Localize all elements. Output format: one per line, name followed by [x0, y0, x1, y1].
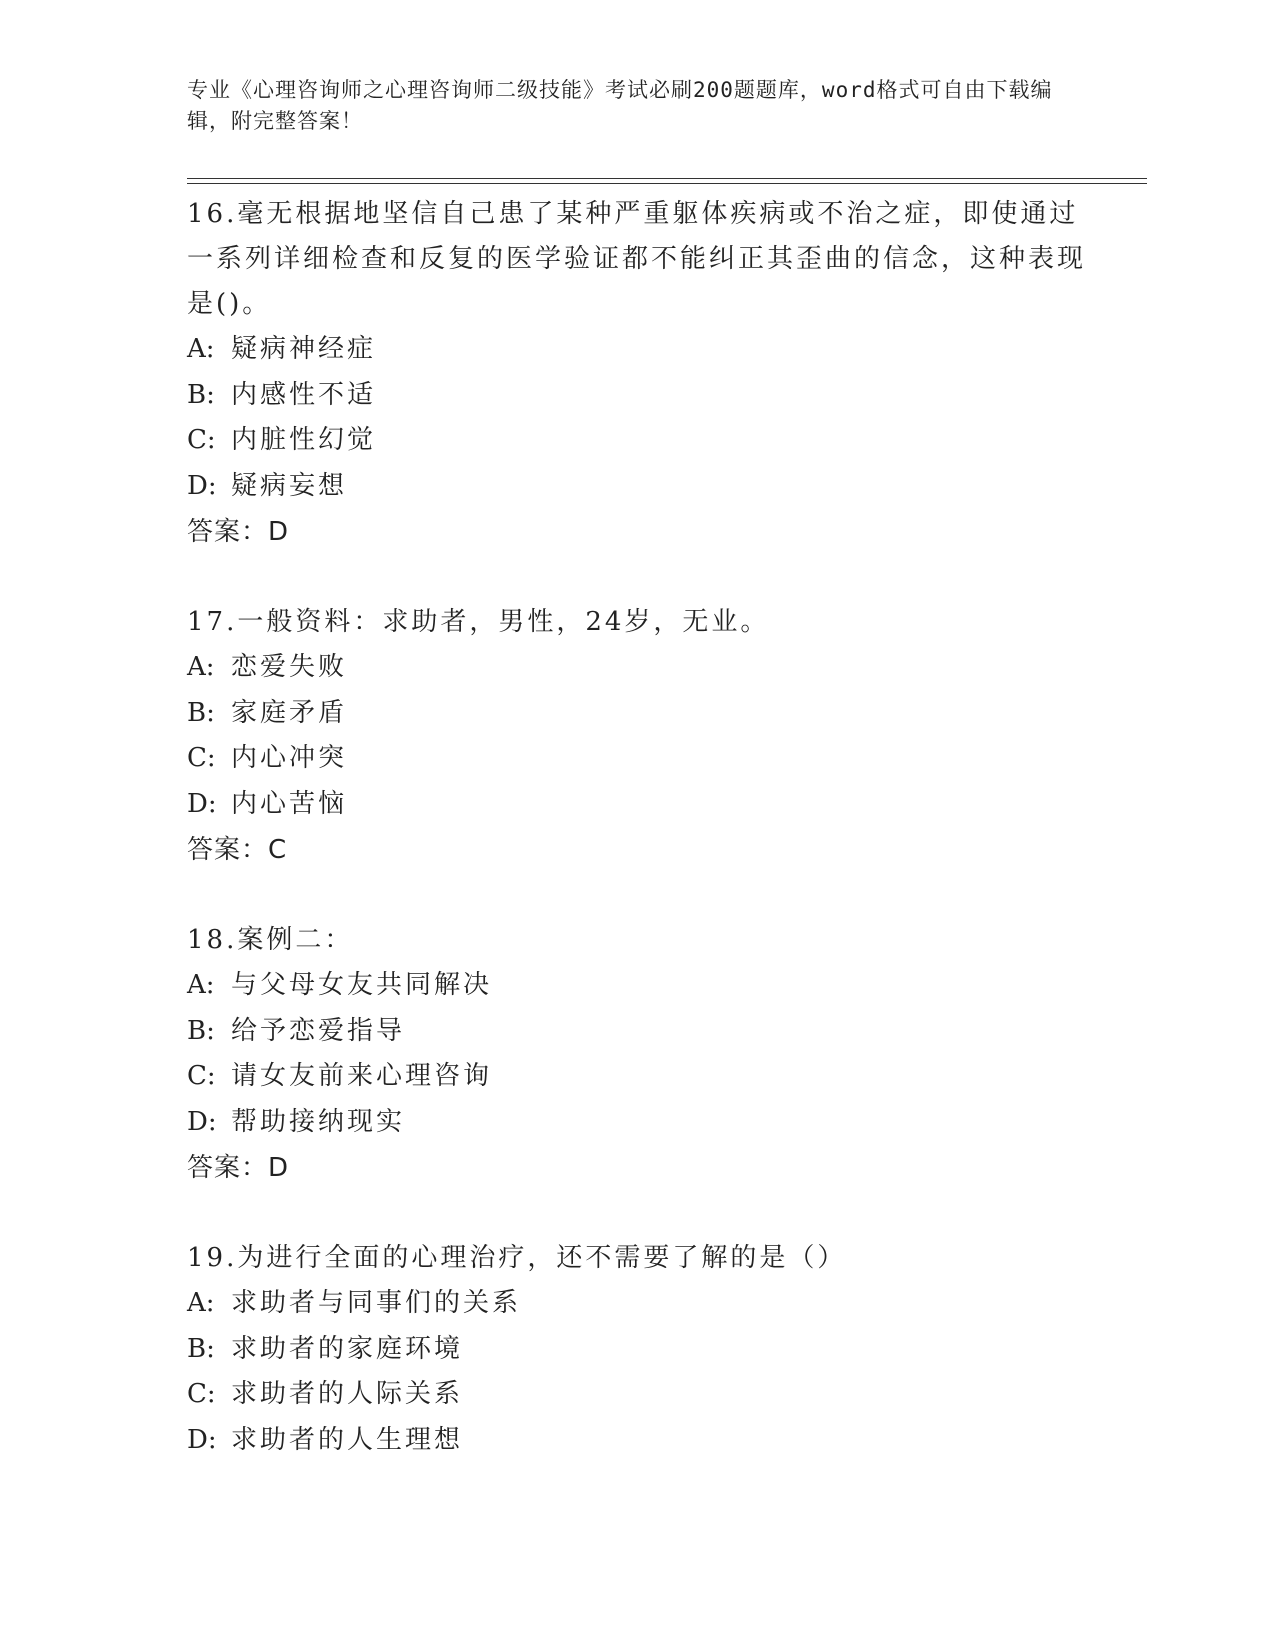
option-c — [187, 1372, 1087, 1418]
option-letter: B: — [187, 379, 215, 410]
option-d — [187, 464, 1087, 510]
answer-line: 答案：D — [187, 1153, 290, 1183]
option-text: 求助者的人生理想 — [231, 1424, 464, 1455]
option-d — [187, 1100, 1087, 1146]
option-c — [187, 736, 1087, 782]
option-letter: A: — [187, 652, 215, 682]
answer-line: 答案：D — [187, 517, 290, 547]
option-letter: D: — [187, 470, 217, 501]
option-text: 内心冲突 — [231, 743, 348, 773]
answer-line: 答案：C — [187, 835, 288, 865]
option-letter: C: — [187, 425, 216, 455]
option-text: 疑病妄想 — [231, 470, 348, 501]
option-b — [187, 691, 1087, 737]
option-d — [187, 1418, 1087, 1464]
document-header: 专业《心理咨询师之心理咨询师二级技能》考试必刷200题题库，word格式可自由下载编辑，附完整答案！ — [187, 78, 1053, 133]
option-b — [187, 373, 1087, 419]
option-c — [187, 418, 1087, 464]
option-text: 求助者与同事们的关系 — [231, 1288, 522, 1318]
option-letter: A: — [187, 1288, 215, 1318]
option-text: 帮助接纳现实 — [231, 1106, 406, 1137]
option-letter: D: — [187, 1424, 217, 1455]
option-letter: C: — [187, 1379, 216, 1409]
option-text: 恋爱失败 — [231, 652, 348, 682]
option-text: 求助者的家庭环境 — [231, 1333, 464, 1364]
option-letter: C: — [187, 743, 216, 773]
option-text: 家庭矛盾 — [231, 697, 348, 728]
question-list — [187, 192, 1087, 1508]
question-stem: 16.毫无根据地坚信自己患了某种严重躯体疾病或不治之症，即使通过一系列详细检查和反复的医学验证都不能纠正其歪曲的信念，这种表现是()。 — [187, 199, 1087, 319]
option-letter: C: — [187, 1061, 216, 1091]
question-stem: 17.一般资料：求助者，男性，24岁，无业。 — [187, 607, 770, 637]
option-letter: A: — [187, 970, 215, 1000]
header-divider-top — [187, 178, 1147, 179]
option-text: 疑病神经症 — [231, 334, 377, 364]
option-text: 求助者的人际关系 — [231, 1379, 464, 1409]
option-b — [187, 1009, 1087, 1055]
option-letter: A: — [187, 334, 215, 364]
question-stem: 19.为进行全面的心理治疗，还不需要了解的是（） — [187, 1243, 847, 1273]
option-letter: B: — [187, 1333, 215, 1364]
option-text: 给予恋爱指导 — [231, 1015, 406, 1046]
option-b — [187, 1327, 1087, 1373]
option-letter: D: — [187, 1106, 217, 1137]
header-divider-bottom — [187, 183, 1147, 184]
option-text: 内感性不适 — [231, 379, 377, 410]
option-text: 内心苦恼 — [231, 788, 348, 819]
question-19 — [187, 1236, 1087, 1463]
option-letter: B: — [187, 1015, 215, 1046]
question-17 — [187, 600, 1087, 873]
question-18 — [187, 918, 1087, 1191]
option-a — [187, 327, 1087, 373]
option-a — [187, 645, 1087, 691]
option-a — [187, 963, 1087, 1009]
option-text: 请女友前来心理咨询 — [231, 1061, 493, 1091]
question-16 — [187, 192, 1087, 555]
question-stem: 18.案例二： — [187, 925, 354, 955]
option-text: 与父母女友共同解决 — [231, 970, 493, 1000]
option-letter: B: — [187, 697, 215, 728]
option-c — [187, 1054, 1087, 1100]
option-d — [187, 782, 1087, 828]
option-a — [187, 1281, 1087, 1327]
option-text: 内脏性幻觉 — [231, 425, 377, 455]
option-letter: D: — [187, 788, 217, 819]
